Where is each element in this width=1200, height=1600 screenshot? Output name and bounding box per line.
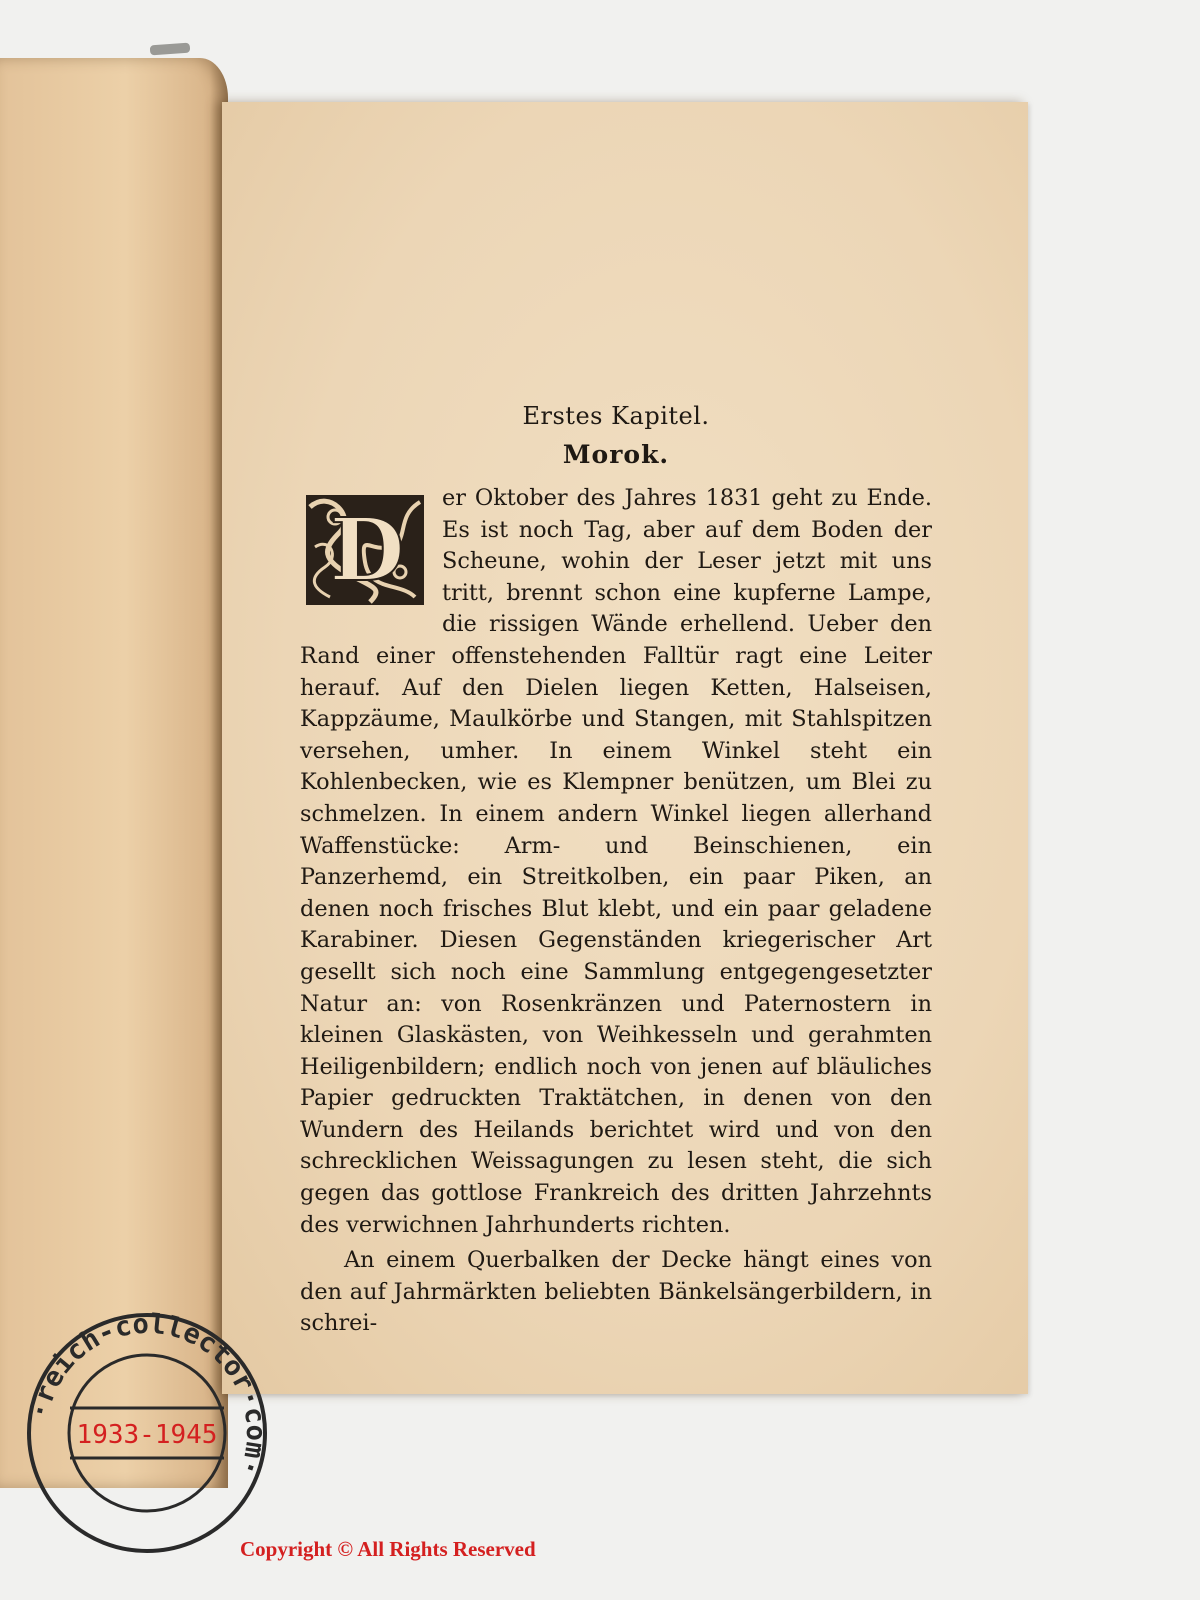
initial-letter-glyph: D [329, 500, 405, 601]
paragraph-1 [300, 483, 932, 1241]
stamp-ring-text: ·reich-collector·com· [23, 1308, 272, 1481]
copyright-notice: Copyright © All Rights Reserved [240, 1537, 536, 1561]
collector-stamp [22, 1308, 272, 1558]
page-text-block [300, 402, 932, 1340]
decorated-initial-letter [300, 487, 434, 611]
chapter-title: Morok. [562, 440, 670, 469]
stamp-years: 1933-1945 [76, 1420, 218, 1450]
chapter-label: Erstes Kapitel. [522, 402, 710, 430]
book-page [222, 102, 1028, 1394]
paragraph-1-text: er Oktober des Jahres 1831 geht zu Ende. Es ist noch Tag, aber auf dem Boden der Scheune, wohin der Leser jetzt mit uns tritt, brennt schon eine kupferne Lampe, die rissigen Wände erhellend. Ueber den Rand einer offenstehenden Falltür ragt eine Leiter herauf. Auf den Dielen liegen Ketten, Halseisen, Kappzäume, Maulkörbe und Stangen, mit Stahlspitzen versehen, umher. In einem Winkel steht ein Kohlenbecken, wie es Klempner benützen, um Blei zu schmelzen. In einem andern Winkel liegen allerhand Waffenstücke: Arm- und Beinschienen, ein Panzerhemd, ein Streitkolben, ein paar Piken, an denen noch frisches Blut klebt, und ein paar geladene Karabiner. Diesen Gegenständen kriegerischer Art gesellt sich noch eine Sammlung entgegengesetzter Natur an: von Rosenkränzen und Paternostern in kleinen Glaskästen, von Weihkesseln und gerahmten Heiligenbildern; endlich noch von jenen auf bläuliches Papier gedruckten Traktätchen, in denen von den Wundern des Heilands berichtet wird und von den schrecklichen Weissagungen zu lesen steht, die sich gegen das gottlose Frankreich des dritten Jahrzehnts des verwichnen Jahrhunderts richten. [300, 485, 932, 1238]
binding-staple [150, 43, 191, 56]
left-page-edge [0, 58, 228, 1488]
paragraph-2: An einem Querbalken der Decke hängt eines von den auf Jahrmärkten beliebten Bänkelsängerbildern, in schrei- [300, 1247, 932, 1337]
